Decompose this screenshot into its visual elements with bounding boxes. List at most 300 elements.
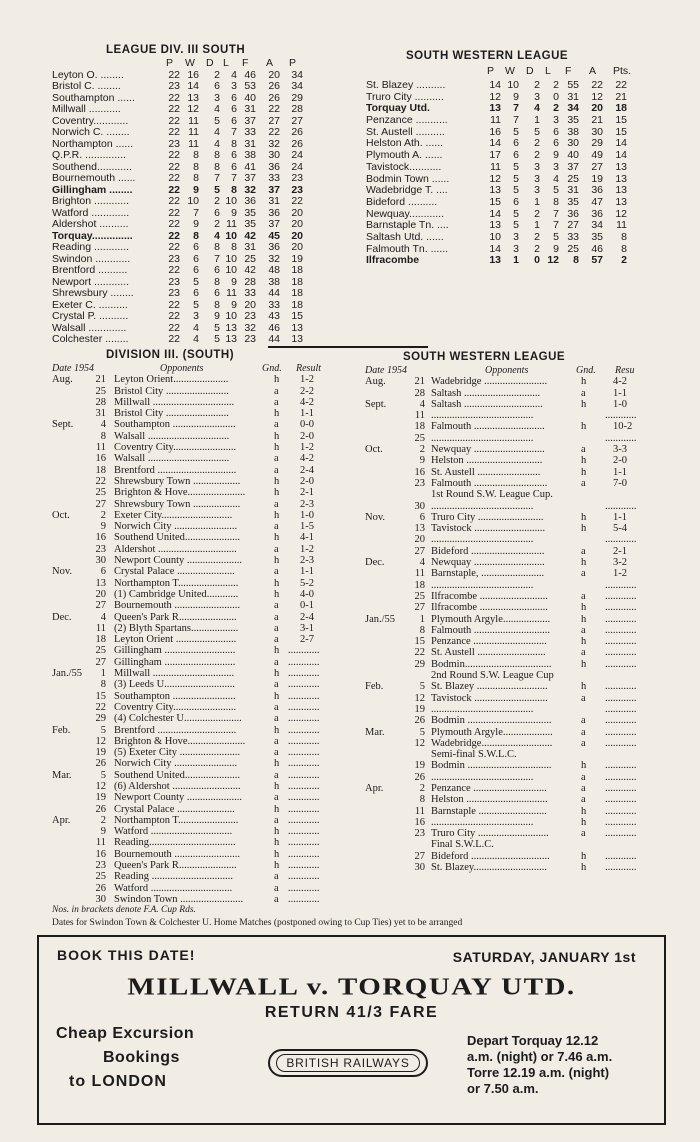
sw-league-row [366,232,676,244]
league-div3-value: 35 [244,206,256,219]
sw-league-row [366,162,676,174]
div3-fixture-result: ............ [288,848,320,860]
advert-depart-line2: a.m. (night) or 7.46 a.m. [467,1049,613,1064]
sw-fixture-row [365,568,675,579]
league-div3-value: 9 [193,218,199,230]
league-div3-value: 10 [225,252,237,265]
sw-fixture-row [365,636,675,647]
div3-fixture-row [52,419,352,430]
league-div3-value: 30 [268,149,280,161]
div3-fixture-ground: h [274,475,280,487]
sw-league-col-header: W [505,65,515,77]
div3-fixture-day: 12 [95,735,106,747]
sw-fixture-ground: a [581,568,586,580]
div3-fixture-row [52,804,352,815]
league-div3-row [52,265,342,277]
div3-fixture-opponent: Brighton & Hove...................... [114,735,246,747]
sw-fixture-result: ............ [605,794,637,806]
sw-fixture-result: ............ [605,534,637,546]
div3-fixture-day: 21 [95,374,106,386]
league-div3-value: 37 [244,114,256,127]
sw-fixture-opponent: ....................................... [431,771,534,783]
div3-fixture-result: 0-0 [300,419,314,431]
sw-fixture-ground: a [581,624,586,636]
league-div3-value: 23 [168,80,180,92]
league-div3-value: 23 [244,333,256,345]
div3-fixture-opponent: Watford ............................... [114,826,233,838]
league-div3-value: 44 [268,333,280,345]
league-div3-team: Bristol C. ........ [52,81,121,92]
sw-league-team: Barnstaple Tn. .... [366,220,449,232]
advert-match-date: SATURDAY, JANUARY 1st [452,949,636,965]
sw-league-value: 13 [489,219,501,232]
sw-league-value: 1 [534,114,540,127]
div3-fixture-day: 23 [95,860,106,872]
league-div3-value: 8 [193,172,199,184]
league-div3-value: 22 [168,206,180,219]
footnote-cup: Nos. in brackets denote F.A. Cup Rds. [52,905,196,916]
div3-fixture-ground: a [274,385,279,397]
div3-fixture-opponent: Reading ............................... [114,871,233,883]
sw-fixture-result: ............ [605,647,637,659]
sw-league-team: Bodmin Town ...... [366,173,450,185]
sw-fixture-row [365,455,675,466]
div3-fixture-day: 15 [95,690,106,702]
div3-fixtures-body [52,374,352,905]
div3-fixture-opponent: (4) Colchester U...................... [114,713,242,725]
sw-league-value: 13 [615,184,627,197]
sw-league-row [366,127,676,139]
sw-fixture-ground: a [581,647,586,659]
sw-fixture-opponent: Newquay ........................... [431,444,545,456]
div3-fixture-ground: h [274,577,280,589]
div3-fixture-day: 30 [95,555,106,567]
sw-fixture-result: 7-0 [613,477,627,489]
sw-fixture-row [365,817,675,828]
sw-fixture-result: ............ [605,771,637,783]
sw-fixtures-body [365,376,675,873]
div3-fixture-result: 1-0 [300,509,314,521]
sw-fixture-month: Apr. [365,782,384,794]
league-div3-team: Walsall ............. [52,322,127,334]
div3-fixture-ground: a [274,769,279,781]
div3-fixture-day: 25 [95,385,106,397]
sw-league-value: 5 [534,125,540,138]
league-div3-value: 4 [214,137,220,150]
sw-fixture-result: ............ [605,782,637,794]
sw-league-value: 17 [489,149,501,162]
league-div3-value: 46 [268,321,280,334]
league-div3-value: 10 [225,229,237,242]
sw-fixture-result: ............ [605,862,637,874]
sw-fixture-ground: a [581,387,586,399]
sw-league-value: 47 [591,195,603,208]
sw-league-table [366,51,676,267]
sw-league-value: 13 [615,195,627,208]
league-div3-value: 8 [214,275,220,288]
sw-league-value: 7 [553,207,559,220]
sw-fixture-opponent: Ilfracombe .......................... [431,602,548,614]
league-div3-team: Crystal P. .......... [52,311,129,322]
league-div3-value: 36 [268,160,280,173]
sw-league-value: 13 [489,254,501,267]
league-div3-value: 13 [187,91,199,104]
league-div3-value: 45 [268,229,280,242]
div3-fixture-day: 16 [95,848,106,860]
league-div3-value: 8 [214,149,220,161]
sw-fixture-opponent: Bodmin................................. [431,658,552,670]
sw-fixture-result: ............ [605,760,637,772]
sw-league-value: 21 [615,90,627,103]
league-div3-value: 22 [168,333,180,345]
sw-league-value: 37 [567,160,579,173]
sw-fixture-ground: h [581,658,587,670]
league-div3-value: 6 [214,287,220,299]
div3-fixture-row [52,499,352,510]
sw-fixture-row [365,851,675,862]
sw-league-col-header: Pts. [613,65,632,77]
sw-fixture-ground: h [581,862,587,874]
league-div3-value: 5 [193,298,199,311]
div3-fixture-row [52,781,352,792]
div3-fixture-opponent: Exeter City........................... [114,509,233,521]
sw-fixture-ground: a [581,771,586,783]
div3-fixture-result: ............ [288,668,320,680]
sw-fixture-ground: h [581,398,587,410]
div3-fixture-row [52,612,352,623]
league-div3-team: Shrewsbury ........ [52,288,134,299]
sw-fixture-row [365,625,675,636]
div3-fixture-month: Dec. [52,611,72,623]
advert-bookings: Bookings [103,1049,180,1066]
league-div3-value: 53 [244,80,256,92]
league-div3-value: 26 [268,91,280,104]
sw-fixture-row [365,828,675,839]
sw-fixture-opponent: ....................................... [431,500,534,512]
league-div3-value: 8 [193,229,199,242]
div3-fixture-opponent: Coventry City........................ [114,442,237,454]
sw-fixture-day: 22 [414,647,425,659]
sw-fixture-month: Mar. [365,726,385,738]
sw-league-value: 14 [489,79,501,91]
sw-league-col-header: D [526,65,534,77]
league-div3-value: 8 [214,298,220,311]
sw-league-value: 15 [489,195,501,208]
sw-fixture-ground: h [581,805,587,817]
sw-fixture-row [365,862,675,873]
sw-fixture-row [365,523,675,534]
div3-fixture-day: 23 [95,543,106,555]
league-div3-value: 7 [193,206,199,219]
sw-fixture-ground: a [581,590,586,602]
div3-fixtures [52,350,352,916]
league-div3-value: 33 [244,287,256,299]
div3-fixture-row [52,600,352,611]
sw-league-value: 33 [567,230,579,243]
div3-fixture-row [52,770,352,781]
sw-league-value: 7 [553,219,559,232]
sw-league-row [366,220,676,232]
sw-fixture-result: ............ [605,658,637,670]
sw-fixture-ground: a [581,726,586,738]
div3-opp-header: Opponents [160,363,204,374]
league-div3-value: 2 [214,68,220,81]
sw-league-value: 34 [591,219,603,232]
sw-fixture-row [365,591,675,602]
sw-league-team: Tavistock........... [366,161,442,173]
div3-fixture-ground: a [274,656,279,668]
sw-fixture-ground: a [581,715,586,727]
sw-league-value: 7 [513,114,519,127]
sw-league-value: 9 [553,242,559,255]
sw-fixture-opponent: ....................................... [431,432,534,444]
sw-fixture-month: Nov. [365,511,386,523]
league-div3-value: 22 [168,91,180,104]
league-div3-value: 11 [226,218,237,230]
league-div3-value: 32 [244,321,256,334]
league-div3-value: 16 [187,68,199,81]
sw-league-value: 8 [621,230,627,243]
league-div3-value: 6 [193,241,199,253]
sw-league-team: Newquay............ [366,208,445,220]
league-div3-row [52,150,342,162]
sw-fixture-day: 8 [419,794,425,806]
sw-fixture-day: 26 [414,715,425,727]
div3-fixture-result: ............ [288,735,320,747]
div3-gnd-header: Gnd. [262,363,282,374]
sw-league-value: 35 [567,195,579,208]
sw-league-value: 5 [553,230,559,243]
league-div3-team: Watford ............. [52,207,130,219]
div3-fixture-month: Sept. [52,419,74,431]
league-div3-team: Norwich C. ........ [52,127,130,138]
league-div3-value: 20 [291,241,303,253]
div3-fixture-day: 2 [100,509,106,521]
sw-league-value: 35 [567,114,579,127]
sw-fixture-day: 23 [414,477,425,489]
advert-departures [467,1033,612,1097]
league-div3-value: 4 [214,126,220,138]
div3-fixture-ground: h [274,532,280,544]
league-div3-value: 38 [268,275,280,288]
sw-fixture-result: ............ [605,681,637,693]
sw-fixture-day: 27 [414,850,425,862]
div3-fixture-opponent: Bournemouth ......................... [114,848,240,860]
div3-fixture-result: ............ [288,645,320,657]
sw-league-value: 13 [489,102,501,115]
league-div3-value: 8 [231,241,237,253]
div3-fixture-opponent: Southampton ........................ [114,419,236,431]
sw-league-team: Saltash Utd. ...... [366,231,444,243]
league-div3-value: 2 [214,218,220,230]
sw-league-body [366,80,676,267]
div3-fixture-row [52,431,352,442]
div3-fixture-row [52,849,352,860]
sw-fixture-opponent: Falmouth ........................... [431,421,545,433]
sw-opp-header: Opponents [485,365,529,376]
div3-fixture-day: 12 [95,780,106,792]
league-div3-value: 22 [168,298,180,311]
league-div3-value: 22 [168,103,180,115]
div3-fixture-day: 16 [95,453,106,465]
sw-league-value: 1 [534,219,540,232]
sw-fixture-ground: a [581,545,586,557]
sw-fixture-opponent: Truro City ........................... [431,828,549,840]
league-div3-value: 48 [268,264,280,276]
div3-fixture-row [52,487,352,498]
div3-fixture-day: 25 [95,487,106,499]
sw-fixture-result: ............ [605,636,637,648]
div3-fixture-day: 25 [95,871,106,883]
league-div3-team: Brighton ............ [52,196,130,207]
sw-fixture-day: 26 [414,771,425,783]
sw-fixture-month: Jan./55 [365,613,396,625]
sw-league-team: Bideford .......... [366,196,438,208]
div3-fixture-result: ............ [288,826,320,838]
div3-fixture-day: 22 [95,475,106,487]
div3-fixture-day: 13 [95,577,106,589]
sw-fixture-day: 20 [414,534,425,546]
sw-fixture-row [365,557,675,568]
league-div3-value: 37 [244,172,256,184]
sw-fixture-row [365,478,675,489]
league-div3-value: 36 [268,206,280,219]
league-div3-value: 10 [225,310,237,322]
sw-fixture-opponent: Newquay ........................... [431,557,545,569]
league-div3-team: Southampton ...... [52,92,135,104]
div3-fixture-row [52,725,352,736]
div3-fixture-ground: a [274,498,279,510]
div3-fixture-day: 29 [95,713,106,725]
league-div3-value: 33 [268,298,280,311]
sw-league-row [366,244,676,256]
div3-fixture-result: 1-5 [300,521,314,533]
sw-league-value: 5 [553,184,559,197]
div3-fixture-ground: a [274,622,279,634]
div3-fixture-result: 5-2 [300,577,314,589]
div3-fixture-opponent: Crystal Palace ...................... [114,566,235,578]
sw-league-value: 7 [513,102,519,115]
sw-league-team: Ilfracombe [366,255,420,267]
div3-fixture-ground: a [274,453,279,465]
div3-fixture-row [52,691,352,702]
league-div3-value: 3 [231,80,237,92]
league-div3-value: 6 [193,264,199,276]
league-div3-col-header: P [166,57,174,69]
sw-fixture-row [365,433,675,444]
league-div3-value: 22 [168,183,180,196]
league-div3-row [52,311,342,323]
sw-fixture-ground: a [581,692,586,704]
sw-fixtures-title: SOUTH WESTERN LEAGUE [403,351,566,363]
league-div3-value: 24 [291,160,303,173]
league-div3-value: 13 [291,321,303,334]
league-div3-value: 31 [244,241,256,253]
sw-league-value: 55 [567,79,579,91]
sw-fixture-opponent: Tavistock ........................... [431,523,546,535]
div3-fixture-row [52,871,352,882]
league-div3-value: 32 [268,137,280,150]
league-div3-team: Millwall ........... [52,104,121,115]
sw-fixture-result: ............ [605,579,637,591]
div3-fixture-result: 2-2 [300,385,314,397]
league-div3-value: 22 [168,160,180,173]
div3-fixture-row [52,815,352,826]
league-div3-value: 7 [214,172,220,184]
sw-fixture-ground: a [581,828,586,840]
div3-fixture-result: ............ [288,893,320,905]
league-div3-value: 26 [268,80,280,92]
sw-league-value: 3 [534,172,540,185]
sw-fixture-month: Aug. [365,376,386,388]
div3-fixture-row [52,578,352,589]
div3-fixture-opponent: Walsall ............................... [114,430,230,442]
league-div3-value: 36 [244,195,256,207]
sw-fixture-opponent: Bodmin ................................ [431,760,552,772]
div3-fixture-day: 4 [100,419,106,431]
div3-fixture-opponent: (5) Exeter City ....................... [114,747,240,759]
sw-fixture-row [365,546,675,557]
league-div3-value: 36 [268,241,280,253]
sw-league-value: 20 [591,102,603,115]
sw-fixture-day: 11 [414,805,425,817]
league-div3-value: 8 [214,241,220,253]
sw-fixture-opponent: Ilfracombe .......................... [431,590,548,602]
div3-fixture-ground: h [274,408,280,420]
sw-fixture-result: 1-0 [613,398,627,410]
league-div3-value: 13 [225,321,237,334]
league-div3-value: 42 [244,264,256,276]
league-div3-team: Brentford .......... [52,265,128,276]
league-div3-col-header: P [289,57,297,69]
league-div3-value: 8 [231,137,237,150]
div3-fixture-result: ............ [288,747,320,759]
div3-fixture-row [52,476,352,487]
div3-fixture-ground: a [274,747,279,759]
sw-fixture-opponent: Bideford ............................ [431,545,545,557]
sw-fixture-day: 4 [419,398,425,410]
sw-league-value: 6 [513,195,519,208]
sw-fixture-day: 30 [414,862,425,874]
league-div3-value: 10 [225,195,237,207]
sw-fixture-result: 1-1 [613,387,627,399]
league-div3-value: 6 [193,252,199,265]
sw-league-value: 30 [591,125,603,138]
sw-league-row [366,92,676,104]
league-div3-value: 44 [268,287,280,299]
sw-league-value: 11 [490,160,501,173]
div3-fixture-ground: a [274,600,279,612]
div3-fixture-ground: a [274,893,279,905]
div3-fixture-ground: a [274,814,279,826]
div3-fixture-day: 16 [95,532,106,544]
div3-fixture-day: 1 [100,668,106,680]
sw-fixture-result: ............ [605,737,637,749]
div3-fixture-result: ............ [288,701,320,713]
league-div3-value: 32 [268,252,280,265]
league-div3-team: Northampton ...... [52,138,134,150]
sw-league-value: 5 [513,207,519,220]
div3-fixture-result: ............ [288,713,320,725]
sw-league-value: 3 [513,242,519,255]
div3-fixture-ground: h [274,555,280,567]
div3-fixture-result: ............ [288,792,320,804]
div3-fixture-row [52,792,352,803]
sw-fixture-day: 29 [414,658,425,670]
sw-fixture-row [365,693,675,704]
div3-fixture-opponent: (2) Blyth Spartans.................. [114,622,239,634]
league-div3-value: 22 [168,149,180,161]
